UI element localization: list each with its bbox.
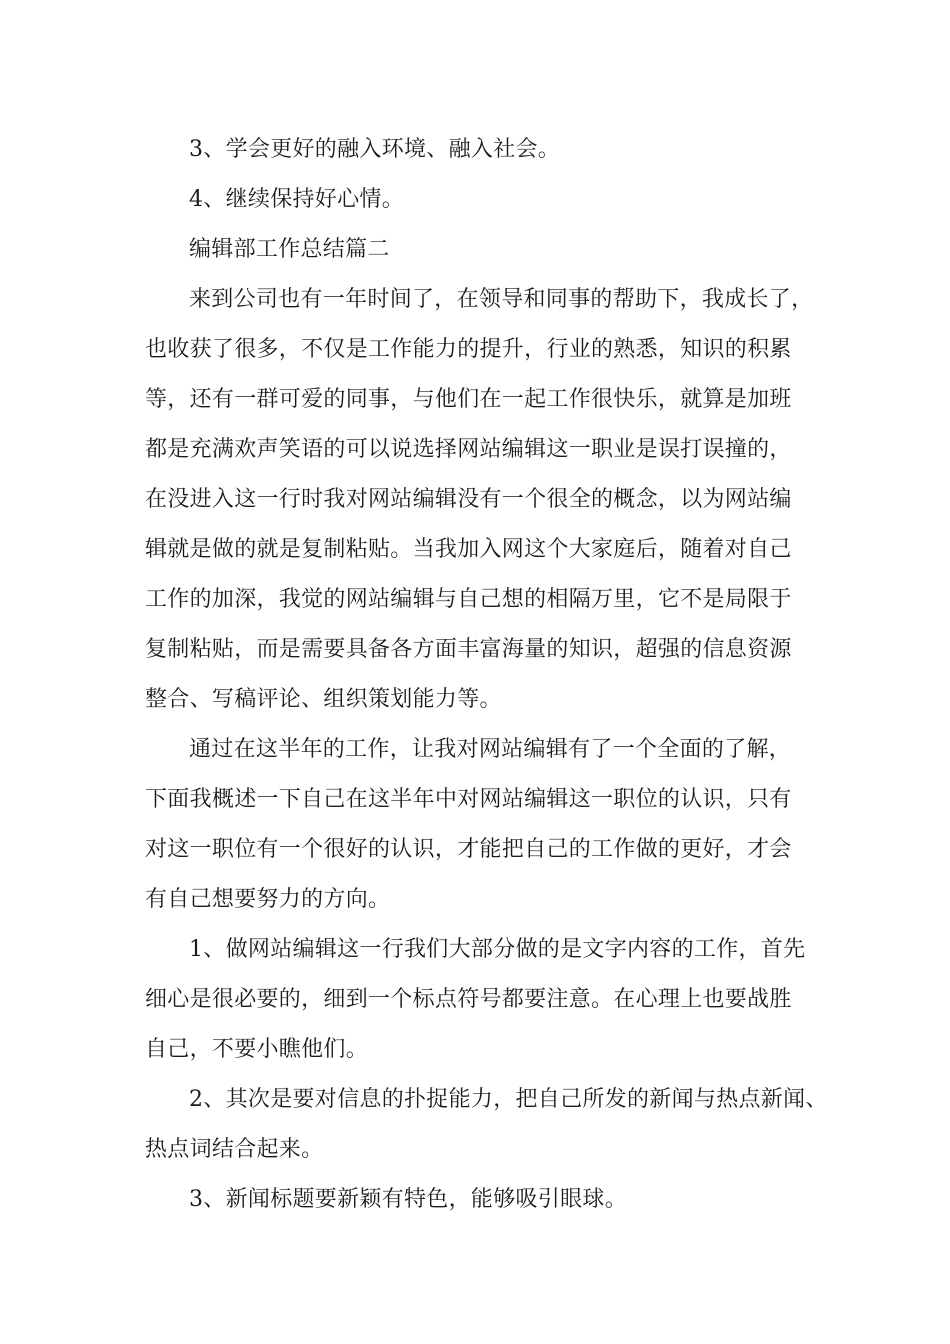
paragraph-1-line-8: 复制粘贴，而是需要具备各方面丰富海量的知识，超强的信息资源 (145, 637, 792, 662)
list-item-1-line-3: 自己，不要小瞧他们。 (145, 1037, 369, 1062)
paragraph-1-line-3: 等，还有一群可爱的同事，与他们在一起工作很快乐，就算是加班 (145, 387, 792, 412)
paragraph-2-line-2: 下面我概述一下自己在这半年中对网站编辑这一职位的认识，只有 (145, 787, 792, 812)
list-item-2-line-2: 热点词结合起来。 (145, 1137, 324, 1162)
list-item-2-line-1: 2、其次是要对信息的扑捉能力，把自己所发的新闻与热点新闻、 (189, 1087, 828, 1112)
paragraph-1-line-7: 工作的加深，我觉的网站编辑与自己想的相隔万里，它不是局限于 (145, 587, 792, 612)
paragraph-1-line-4: 都是充满欢声笑语的可以说选择网站编辑这一职业是误打误撞的， (145, 437, 792, 462)
paragraph-1-line-6: 辑就是做的就是复制粘贴。当我加入网这个大家庭后，随着对自己 (145, 537, 792, 562)
paragraph-2-line-4: 有自己想要努力的方向。 (145, 887, 391, 912)
list-item-1-line-2: 细心是很必要的，细到一个标点符号都要注意。在心理上也要战胜 (145, 987, 792, 1012)
paragraph-1-line-2: 也收获了很多，不仅是工作能力的提升，行业的熟悉，知识的积累 (145, 337, 792, 362)
section-heading: 编辑部工作总结篇二 (189, 237, 390, 262)
list-item-3-line-1: 3、新闻标题要新颖有特色，能够吸引眼球。 (189, 1187, 627, 1212)
paragraph-2-line-1: 通过在这半年的工作，让我对网站编辑有了一个全面的了解， (189, 737, 792, 762)
list-item-3-learn-integrate: 3、学会更好的融入环境、融入社会。 (189, 137, 561, 162)
paragraph-1-line-9: 整合、写稿评论、组织策划能力等。 (145, 687, 502, 712)
paragraph-1-line-1: 来到公司也有一年时间了，在领导和同事的帮助下，我成长了， (189, 287, 814, 312)
paragraph-1-line-5: 在没进入这一行时我对网站编辑没有一个很全的概念，以为网站编 (145, 487, 792, 512)
list-item-4-good-mood: 4、继续保持好心情。 (189, 187, 404, 212)
paragraph-2-line-3: 对这一职位有一个很好的认识，才能把自己的工作做的更好，才会 (145, 837, 792, 862)
list-item-1-line-1: 1、做网站编辑这一行我们大部分做的是文字内容的工作，首先 (189, 937, 806, 962)
